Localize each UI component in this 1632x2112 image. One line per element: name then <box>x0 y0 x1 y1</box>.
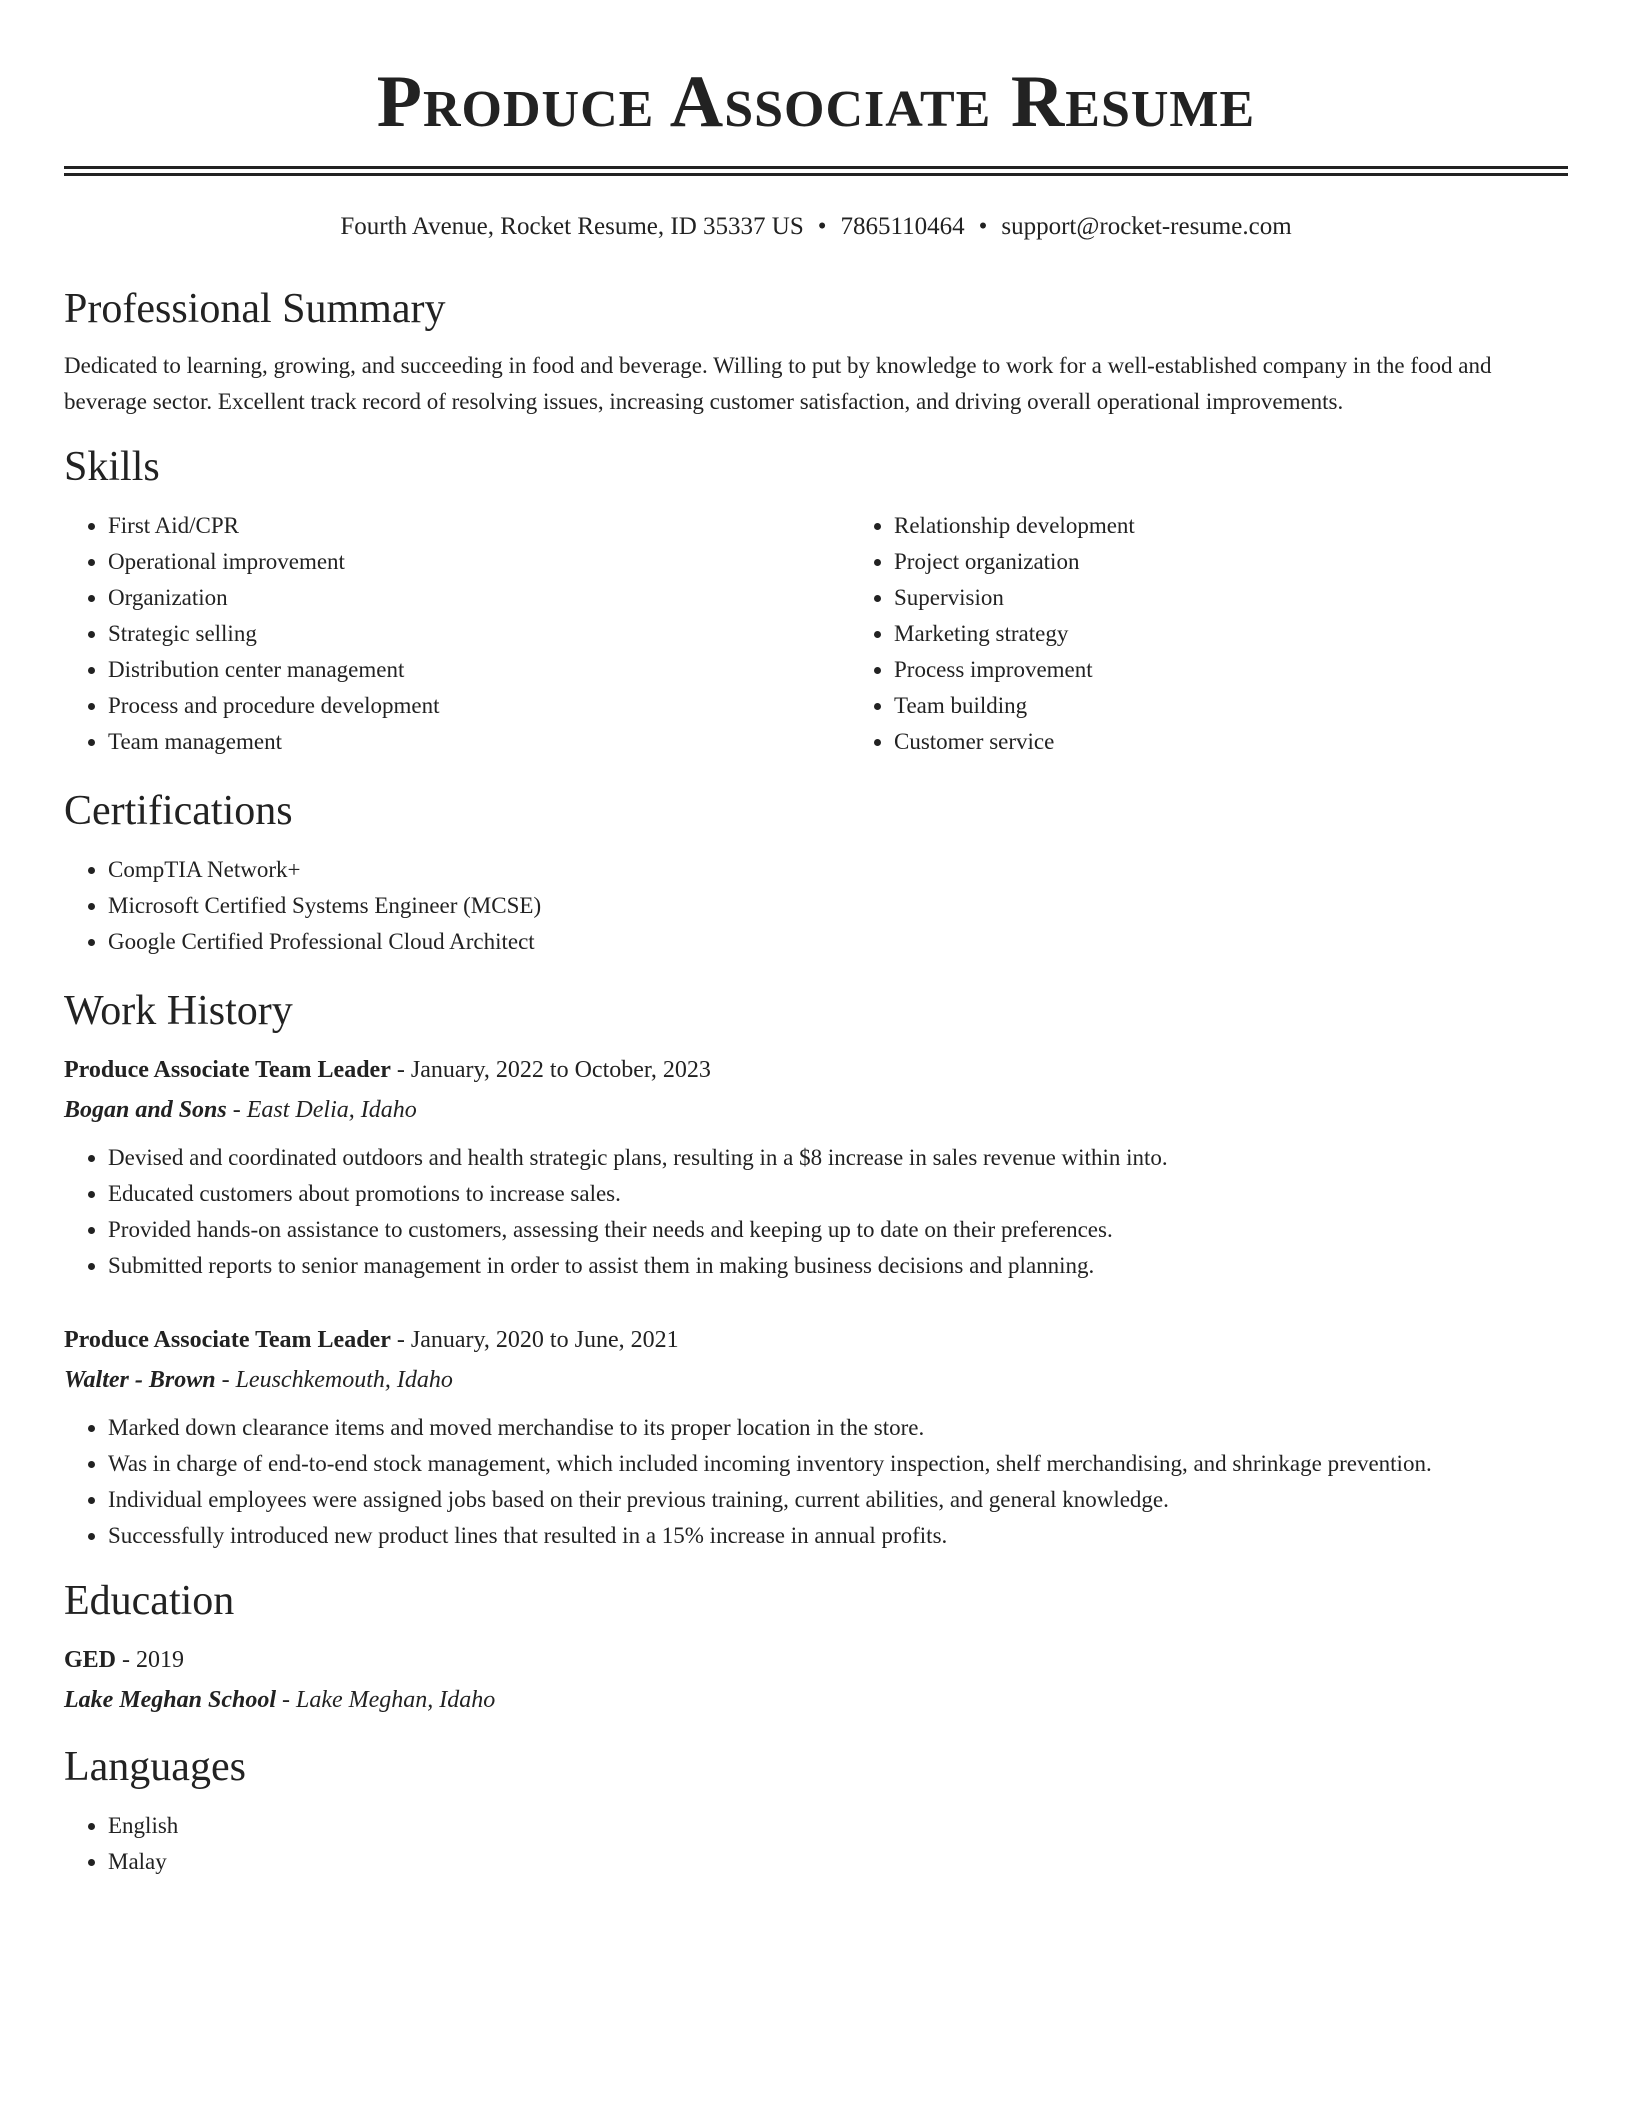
job-location: - East Delia, Idaho <box>226 1097 417 1123</box>
job-duties <box>64 1410 1568 1554</box>
education-school: Lake Meghan School <box>64 1687 277 1713</box>
skills-heading: Skills <box>64 444 160 490</box>
list-item: • Marketing strategy <box>894 616 1632 652</box>
page-title: Produce Associate Resume <box>376 61 1256 143</box>
job-duties <box>64 1140 1568 1284</box>
list-item: • Distribution center management <box>108 652 850 688</box>
skills-list-right <box>850 508 1632 760</box>
list-item: • English <box>108 1808 1568 1844</box>
list-item: • Individual employees were assigned jobs based on their previous training, current abilities, and general knowledge. <box>108 1482 1568 1518</box>
languages-heading: Languages <box>64 1744 246 1790</box>
job-entry <box>64 1050 1568 1284</box>
list-item: • Malay <box>108 1844 1568 1880</box>
contact-separator: • <box>817 213 827 240</box>
title-divider <box>64 166 1568 176</box>
list-item: • Strategic selling <box>108 616 850 652</box>
list-item: • Supervision <box>894 580 1632 616</box>
job-entry <box>64 1320 1568 1554</box>
list-item: • CompTIA Network+ <box>108 852 1568 888</box>
languages-section <box>64 1742 1568 1880</box>
summary-text: Dedicated to learning, growing, and succeeding in food and beverage. Willing to put by knowledge to work for a well-established company in the food and beverage sector. Excellent track record of resolving issues, increasing customer satisfaction, and driving overall operational improvements. <box>64 353 1492 414</box>
list-item: • Educated customers about promotions to increase sales. <box>108 1176 1568 1212</box>
work-history-heading: Work History <box>64 988 293 1034</box>
contact-email: support@rocket-resume.com <box>1001 213 1292 240</box>
list-item: • Operational improvement <box>108 544 850 580</box>
list-item: • Successfully introduced new product lines that resulted in a 15% increase in annual profits. <box>108 1518 1568 1554</box>
skills-list-left <box>64 508 850 760</box>
languages-list <box>64 1808 1568 1880</box>
list-item: • Project organization <box>894 544 1632 580</box>
education-heading: Education <box>64 1578 235 1624</box>
work-history-section <box>64 986 1568 1554</box>
summary-heading: Professional Summary <box>64 286 446 332</box>
education-year: - 2019 <box>116 1647 185 1673</box>
contact-address: Fourth Avenue, Rocket Resume, ID 35337 US <box>340 213 804 240</box>
job-company: Walter - Brown <box>64 1367 216 1393</box>
education-school-line <box>64 1680 1568 1720</box>
certifications-heading: Certifications <box>64 788 293 834</box>
resume-content <box>64 0 1568 1880</box>
job-role: Produce Associate Team Leader <box>64 1057 391 1083</box>
job-role: Produce Associate Team Leader <box>64 1327 391 1353</box>
list-item: • First Aid/CPR <box>108 508 850 544</box>
job-employer <box>64 1090 1568 1130</box>
contact-line <box>64 212 1568 242</box>
list-item: • Organization <box>108 580 850 616</box>
list-item: • Provided hands-on assistance to customers, assessing their needs and keeping up to date on their preferences. <box>108 1212 1568 1248</box>
skills-columns <box>64 508 1568 760</box>
list-item: • Google Certified Professional Cloud Architect <box>108 924 1568 960</box>
list-item: • Team building <box>894 688 1632 724</box>
certifications-section <box>64 786 1568 960</box>
job-employer <box>64 1360 1568 1400</box>
list-item: • Team management <box>108 724 850 760</box>
contact-phone: 7865110464 <box>840 213 965 240</box>
list-item: • Was in charge of end-to-end stock management, which included incoming inventory inspection, shelf merchandising, and shrinkage prevention. <box>108 1446 1568 1482</box>
list-item: • Process improvement <box>894 652 1632 688</box>
list-item: • Devised and coordinated outdoors and health strategic plans, resulting in a $8 increase in sales revenue within into. <box>108 1140 1568 1176</box>
education-degree-line <box>64 1640 1568 1680</box>
list-item: • Microsoft Certified Systems Engineer (MCSE) <box>108 888 1568 924</box>
education-location: - Lake Meghan, Idaho <box>276 1687 496 1713</box>
list-item: • Submitted reports to senior management in order to assist them in making business decisions and planning. <box>108 1248 1568 1284</box>
job-company: Bogan and Sons <box>64 1097 227 1123</box>
list-item: • Process and procedure development <box>108 688 850 724</box>
contact-separator: • <box>978 213 988 240</box>
job-location: - Leuschkemouth, Idaho <box>215 1367 453 1393</box>
list-item: • Customer service <box>894 724 1632 760</box>
job-dates: - January, 2022 to October, 2023 <box>390 1057 711 1083</box>
certifications-list <box>64 852 1568 960</box>
education-section <box>64 1576 1568 1720</box>
education-degree: GED <box>64 1647 117 1673</box>
list-item: • Relationship development <box>894 508 1632 544</box>
job-dates: - January, 2020 to June, 2021 <box>390 1327 679 1353</box>
job-header <box>64 1320 1568 1360</box>
job-header <box>64 1050 1568 1090</box>
list-item: • Marked down clearance items and moved merchandise to its proper location in the store. <box>108 1410 1568 1446</box>
skills-section <box>64 442 1568 760</box>
summary-section <box>64 284 1568 420</box>
